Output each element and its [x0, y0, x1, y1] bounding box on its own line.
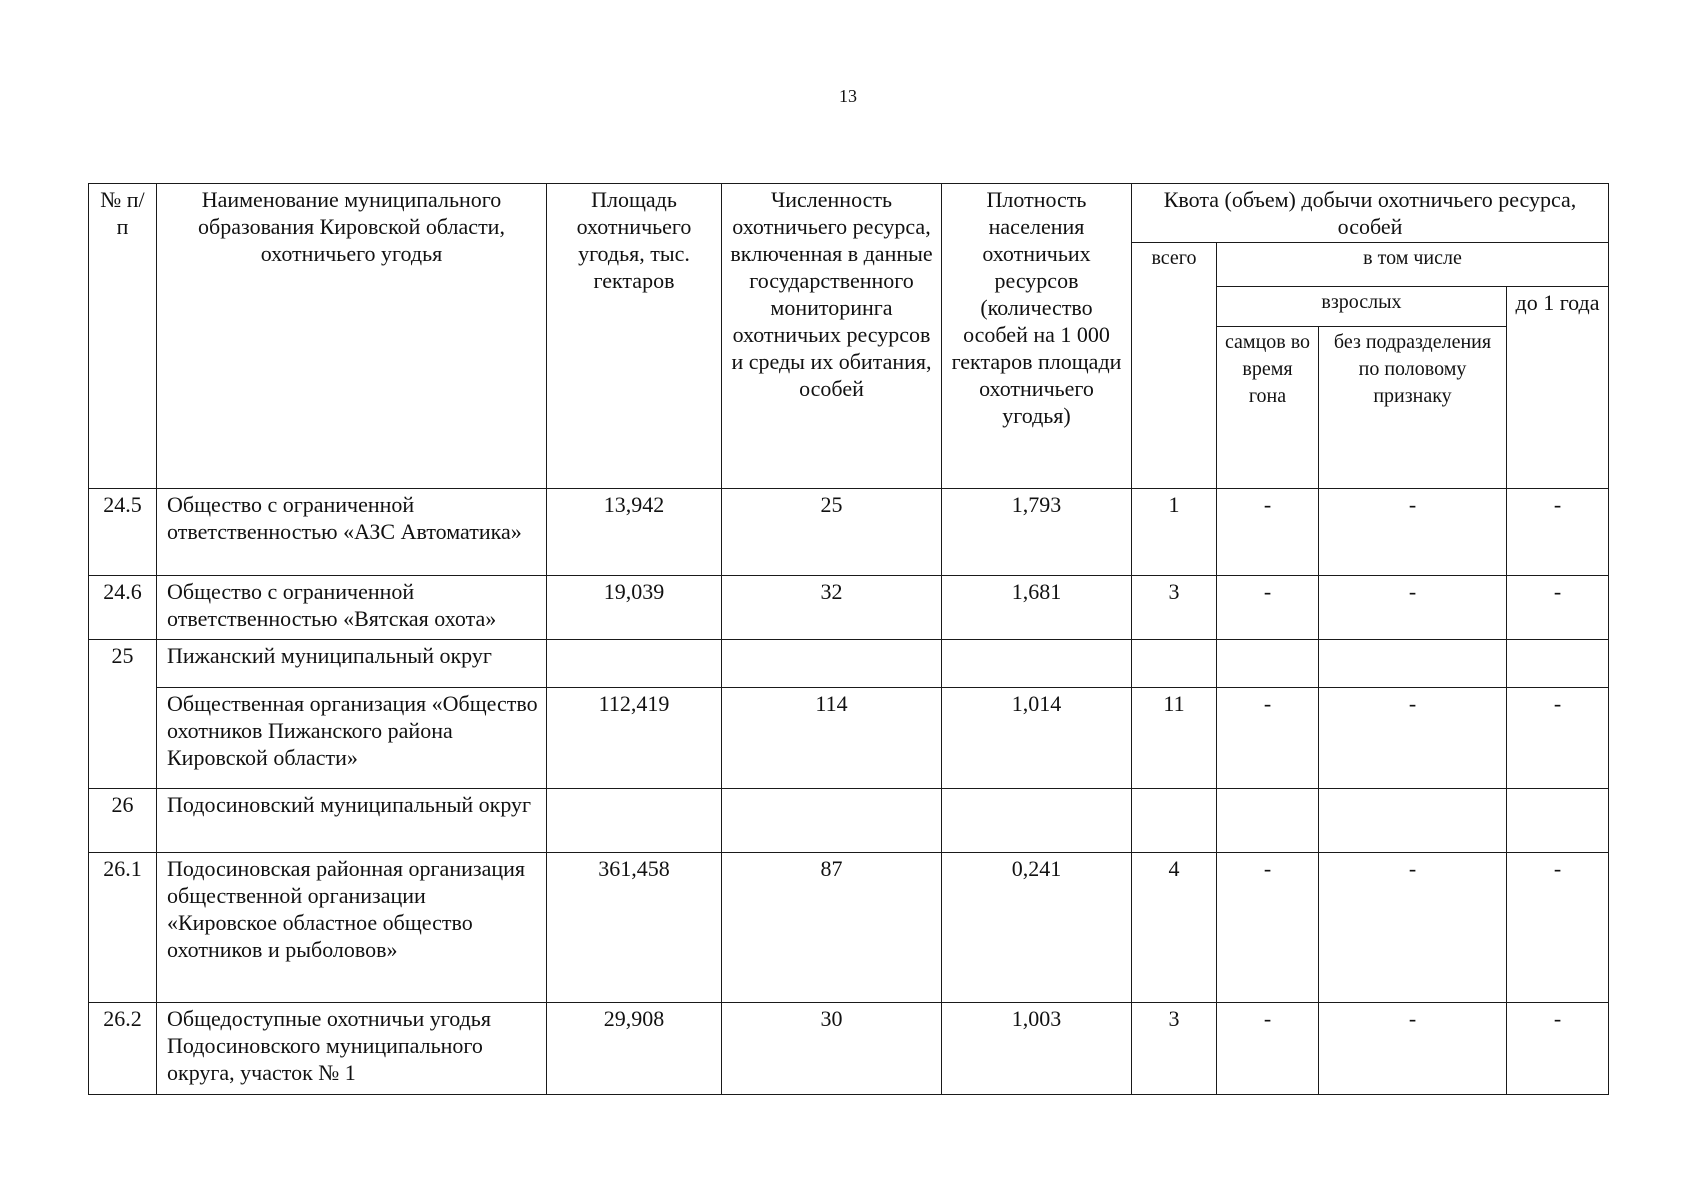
row-num: 24.6 — [89, 576, 157, 640]
header-count: Численность охотничьего ресурса, включенная в данные государственного мониторинга охотничьих ресурсов и среды их обитания, особей — [722, 184, 942, 489]
row-density: 0,241 — [942, 853, 1132, 1003]
header-num: № п/п — [89, 184, 157, 489]
quota-table — [88, 183, 1609, 1095]
row-under1: - — [1507, 1003, 1609, 1095]
row-under1: - — [1507, 853, 1609, 1003]
row-males: - — [1217, 489, 1319, 576]
row-area: 361,458 — [547, 853, 722, 1003]
row-under1: - — [1507, 489, 1609, 576]
row-area: 19,039 — [547, 576, 722, 640]
header-males-rut: самцов во время гона — [1217, 327, 1319, 489]
header-quota: Квота (объем) добычи охотничьего ресурса, особей — [1132, 184, 1609, 243]
row-males: - — [1217, 688, 1319, 789]
row-num: 25 — [89, 640, 157, 789]
row-num: 26.2 — [89, 1003, 157, 1095]
row-males: - — [1217, 1003, 1319, 1095]
row-nosex: - — [1319, 576, 1507, 640]
table-row — [89, 489, 1609, 576]
row-total: 3 — [1132, 1003, 1217, 1095]
header-density: Плотность населения охотничьих ресурсов (количество особей на 1 000 гектаров площади охотничьего угодья) — [942, 184, 1132, 489]
table-row — [89, 688, 1609, 789]
row-total: 3 — [1132, 576, 1217, 640]
row-count: 114 — [722, 688, 942, 789]
header-name: Наименование муниципального образования Кировской области, охотничьего угодья — [157, 184, 547, 489]
row-name: Общественная организация «Общество охотников Пижанского района Кировской области» — [157, 688, 547, 789]
row-name: Общество с ограниченной ответственностью «Вятская охота» — [157, 576, 547, 640]
row-nosex: - — [1319, 1003, 1507, 1095]
row-under1: - — [1507, 688, 1609, 789]
row-count: 30 — [722, 1003, 942, 1095]
row-name: Общество с ограниченной ответственностью «АЗС Автоматика» — [157, 489, 547, 576]
row-nosex: - — [1319, 688, 1507, 789]
header-under-one-year: до 1 года — [1507, 287, 1609, 489]
row-area: 13,942 — [547, 489, 722, 576]
row-num: 26.1 — [89, 853, 157, 1003]
row-area: 29,908 — [547, 1003, 722, 1095]
row-density: 1,014 — [942, 688, 1132, 789]
row-count: 87 — [722, 853, 942, 1003]
row-males: - — [1217, 853, 1319, 1003]
page-number: 13 — [839, 86, 857, 106]
table-row — [89, 1003, 1609, 1095]
row-total: 4 — [1132, 853, 1217, 1003]
header-no-sex-division: без подразделения по половому признаку — [1319, 327, 1507, 489]
header-total: всего — [1132, 243, 1217, 489]
header-including: в том числе — [1217, 243, 1609, 287]
row-under1: - — [1507, 576, 1609, 640]
row-count: 32 — [722, 576, 942, 640]
table-row-section — [89, 789, 1609, 853]
row-males: - — [1217, 576, 1319, 640]
row-density: 1,681 — [942, 576, 1132, 640]
row-total: 11 — [1132, 688, 1217, 789]
header-area: Площадь охотничьего угодья, тыс. гектаров — [547, 184, 722, 489]
header-adult: взрослых — [1217, 287, 1507, 327]
row-name: Подосиновский муниципальный округ — [157, 789, 547, 853]
table-row — [89, 853, 1609, 1003]
row-nosex: - — [1319, 853, 1507, 1003]
row-name: Пижанский муниципальный округ — [157, 640, 547, 688]
row-name: Общедоступные охотничьи угодья Подосиновского муниципального округа, участок № 1 — [157, 1003, 547, 1095]
row-area: 112,419 — [547, 688, 722, 789]
row-num: 24.5 — [89, 489, 157, 576]
table-row — [89, 576, 1609, 640]
row-density: 1,003 — [942, 1003, 1132, 1095]
row-nosex: - — [1319, 489, 1507, 576]
row-count: 25 — [722, 489, 942, 576]
row-num: 26 — [89, 789, 157, 853]
table-row-section — [89, 640, 1609, 688]
row-total: 1 — [1132, 489, 1217, 576]
row-name: Подосиновская районная организация общественной организации «Кировское областное общество охотников и рыболовов» — [157, 853, 547, 1003]
row-density: 1,793 — [942, 489, 1132, 576]
